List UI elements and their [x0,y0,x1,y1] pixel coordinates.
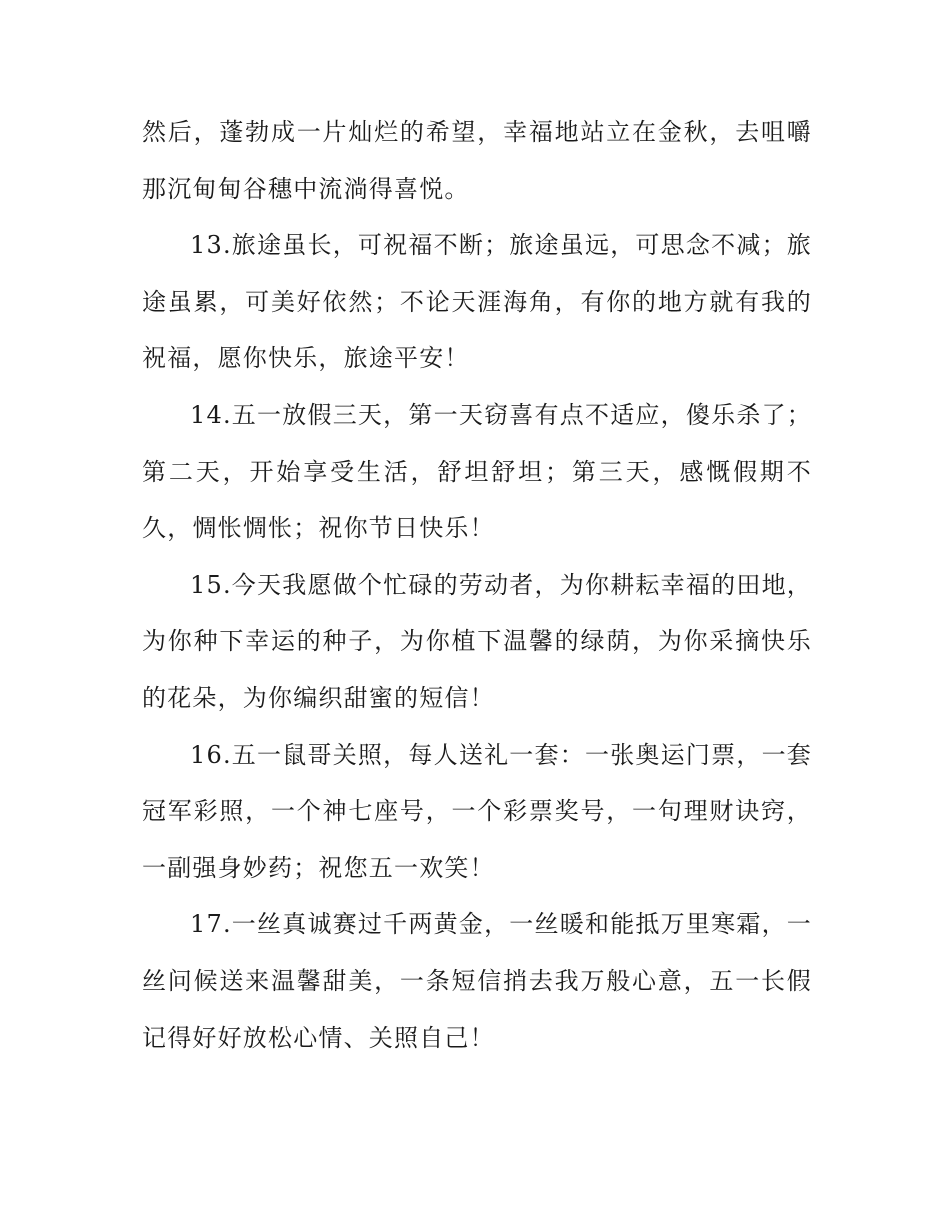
document-body [142,104,812,1066]
paragraph-continuation: 然后，蓬勃成一片灿烂的希望，幸福地站立在金秋，去咀嚼那沉甸甸谷穗中流淌得喜悦。 [142,118,812,203]
paragraph-item-16: 16.五一鼠哥关照，每人送礼一套：一张奥运门票，一套冠军彩照，一个神七座号，一个彩票奖号，一句理财诀窍，一副强身妙药；祝您五一欢笑！ [142,740,812,882]
paragraph-item-15: 15.今天我愿做个忙碌的劳动者，为你耕耘幸福的田地，为你种下幸运的种子，为你植下温馨的绿荫，为你采摘快乐的花朵，为你编织甜蜜的短信！ [142,570,812,712]
paragraph-item-13: 13.旅途虽长，可祝福不断；旅途虽远，可思念不减；旅途虽累，可美好依然；不论天涯海角，有你的地方就有我的祝福，愿你快乐，旅途平安！ [142,231,812,373]
paragraph-item-17: 17.一丝真诚赛过千两黄金，一丝暖和能抵万里寒霜，一丝问候送来温馨甜美，一条短信捎去我万般心意，五一长假记得好好放松心情、关照自己！ [142,910,812,1052]
paragraph-item-14: 14.五一放假三天，第一天窃喜有点不适应，傻乐杀了；第二天，开始享受生活，舒坦舒坦；第三天，感慨假期不久，惆怅惆怅；祝你节日快乐！ [142,400,812,543]
